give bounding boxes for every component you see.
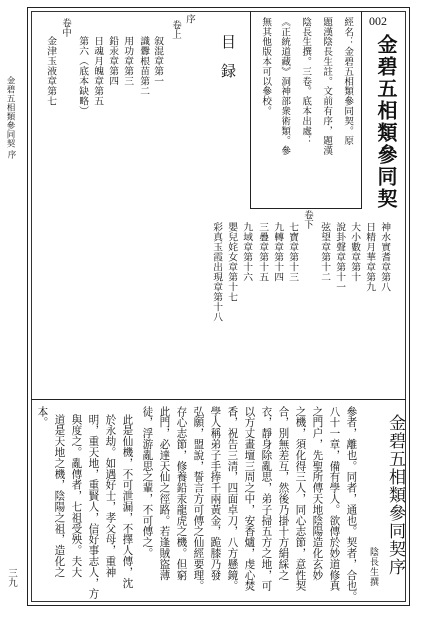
toc-entry: 彩真玉霞出現章第十八 (211, 222, 223, 322)
toc-entry: 金津玉液章第七 (45, 36, 57, 106)
toc-entry: 日魂月魄章第五 (92, 36, 104, 106)
preface-line: 學人稱弟子手捧千兩黃金，跪膝乃發 (209, 406, 222, 581)
preface-line: 存心志節，修養鉛汞龍虎之機。但窮 (175, 406, 188, 581)
toc-entry: 大小數章第十 (349, 222, 361, 282)
document-title: 金碧五相類參同契 (374, 34, 398, 210)
toc-entry: 鉛汞章第四 (107, 36, 119, 86)
preface-line: 此門，必達天仙之徑路。若逢賊盜薄 (158, 406, 171, 581)
preface-line: 道是天地之機，陰陽之祖，造化之 (53, 414, 66, 578)
preface-line: 明，重天地，重賢人，信好事志人，方 (87, 414, 100, 600)
preface-line: 弘願，盟說，誓言方可傳之仙經要理。 (192, 406, 205, 592)
preface-line: 合，別無差互，然後乃掛十方絹綵之 (277, 406, 290, 581)
preface-line: 八十一章，備有學人。欲傳於妙道修真 (328, 406, 341, 592)
preface-line: 衣，靜身除亂思，弟子掃五方之地，可 (260, 406, 273, 592)
preface-author: 陰長生撰 (368, 547, 378, 587)
toc-heading: 目録 (219, 34, 237, 92)
margin-section-label: 序 (6, 150, 16, 159)
toc-entry: 日精月華章第九 (364, 222, 376, 292)
toc-entry: 嬰兒姹女章第十七 (226, 222, 238, 302)
preface-line: 於永劫。如遇好士，孝父母，重神 (104, 414, 117, 578)
preface-line: 參者，離也。同者，通也。契者，合也。 (345, 406, 358, 603)
note-box-bottom (250, 208, 362, 209)
preface-line: 與度之。亂傳者，七祖受殃。夫大 (70, 414, 83, 578)
preface-line: 以方丈畫壇三周之中，安香爐，虔心焚 (243, 406, 256, 592)
preface-title: 金碧五相類參同契序 (385, 414, 405, 576)
preface-line: 徒，浮游亂思之輩，不可傳之。 (141, 406, 154, 559)
toc-juan-label: 卷下 (302, 210, 313, 229)
section-divider (31, 399, 406, 400)
preface-line: 之機，須化得三人，同心志節，意性契 (294, 406, 307, 592)
toc-entry: 弦望章第十二 (319, 222, 331, 282)
preface-line: 香，祝告三清，四面卓刀，八方懸鏡。 (226, 406, 239, 592)
toc-entry: 識釁根苗第二 (138, 36, 150, 96)
toc-entry: 叙混章第一 (152, 36, 164, 86)
preface-line: 之門户，先聖所傳天地陰陽造化玄妙 (311, 406, 324, 581)
toc-entry: 說卦聲章第十一 (334, 222, 346, 292)
toc-entry: 用功章第三 (122, 36, 134, 86)
preface-line: 此是仙機，不可泄漏，不擇人傳，沈 (121, 414, 134, 589)
note-line: 陰長生撰。三卷。底本出處： (300, 17, 312, 146)
preface-line: 本。 (36, 406, 49, 428)
toc-juan-label: 序 (184, 14, 195, 24)
title-column-divider (361, 11, 362, 208)
note-line: 《正統道藏》洞神部衆術類。參 (279, 17, 291, 156)
toc-entry: 三疊章第十五 (257, 222, 269, 282)
page-number: 三九 (6, 568, 17, 587)
toc-entry: 神水實耆章第八 (379, 222, 391, 292)
note-box-left (250, 11, 251, 208)
toc-juan-label: 卷上 (170, 20, 181, 39)
note-line: 無其他版本可以參校。 (260, 17, 272, 116)
toc-juan-label: 卷中 (60, 18, 71, 37)
document-code: 002 (369, 14, 387, 28)
margin-book-title: 金碧五相類參同契 (5, 76, 15, 148)
toc-entry: 第六（底本缺略） (77, 36, 89, 116)
note-line: 經名：金碧五相類參同契。原 (342, 17, 354, 146)
note-line: 題漢陰長生註。文前有序，題漢 (321, 17, 333, 156)
toc-entry: 九域章第十六 (241, 222, 253, 282)
toc-entry: 七寶章第十三 (287, 222, 299, 282)
toc-entry: 九轉章第十四 (272, 222, 284, 282)
